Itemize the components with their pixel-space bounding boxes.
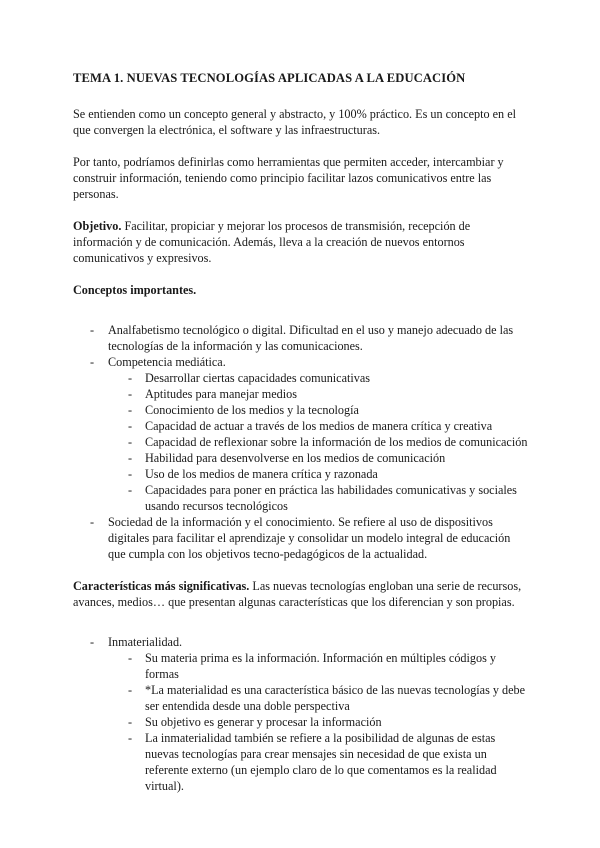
sub-list-item: - *La materialidad es una característica básico de las nuevas tecnologías y debe ser entendida desde una doble perspectiva — [108, 682, 528, 714]
list-item — [73, 322, 528, 354]
document-page — [73, 70, 528, 810]
caracteristicas-label: Características más significativas. — [73, 579, 250, 593]
sub-list-item: - Habilidad para desenvolverse en los medios de comunicación — [108, 450, 528, 466]
sub-list-item: - Capacidades para poner en práctica las habilidades comunicativas y sociales usando recursos tecnológicos — [108, 482, 528, 514]
intro-paragraph-1: Se entienden como un concepto general y abstracto, y 100% práctico. Es un concepto en el que convergen la electrónica, el software y las infraestructuras. — [73, 107, 516, 137]
page-title: TEMA 1. NUEVAS TECNOLOGÍAS APLICADAS A LA EDUCACIÓN — [73, 71, 466, 85]
list-item — [73, 354, 528, 514]
list-item — [73, 634, 528, 794]
objetivo-label: Objetivo. — [73, 219, 122, 233]
sub-list-item: - Aptitudes para manejar medios — [108, 386, 528, 402]
competencia-sublist — [108, 370, 528, 514]
sub-list-item: - La inmaterialidad también se refiere a la posibilidad de algunas de estas nuevas tecnologías para crear mensajes sin necesidad de que exista un referente externo (un ejemplo claro de lo que comentamos es la realidad virtual). — [108, 730, 528, 794]
list-item-text: Competencia mediática. — [108, 355, 226, 369]
caracteristicas-list — [73, 634, 528, 794]
sub-list-item: - Su objetivo es generar y procesar la información — [108, 714, 528, 730]
sub-list-item: - Conocimiento de los medios y la tecnología — [108, 402, 528, 418]
sub-list-item: - Uso de los medios de manera crítica y razonada — [108, 466, 528, 482]
inmaterialidad-sublist — [108, 650, 528, 794]
list-item — [73, 514, 528, 562]
intro-paragraph-2: Por tanto, podríamos definirlas como herramientas que permiten acceder, intercambiar y construir información, teniendo como principio facilitar lazos comunicativos entre las personas. — [73, 155, 504, 201]
sub-list-item: - Desarrollar ciertas capacidades comunicativas — [108, 370, 528, 386]
list-item-text: Inmaterialidad. — [108, 635, 183, 649]
sub-list-item: - Su materia prima es la información. Información en múltiples códigos y formas — [108, 650, 528, 682]
sub-list-item: - Capacidad de actuar a través de los medios de manera crítica y creativa — [108, 418, 528, 434]
conceptos-list — [73, 322, 528, 562]
conceptos-heading: Conceptos importantes. — [73, 283, 197, 297]
list-item-text: Analfabetismo tecnológico o digital. Dificultad en el uso y manejo adecuado de las tecnologías de la información y las comunicaciones. — [108, 323, 514, 353]
caracteristicas-text: Las nuevas tecnologías engloban una serie de recursos, avances, medios… que presentan algunas características que los diferencian y son propias. — [73, 579, 522, 609]
sub-list-item: - Capacidad de reflexionar sobre la información de los medios de comunicación — [108, 434, 528, 450]
objetivo-paragraph — [73, 218, 528, 266]
objetivo-text: Facilitar, propiciar y mejorar los procesos de transmisión, recepción de información y de comunicación. Además, lleva a la creación de nuevos entornos comunicativos y expresivos. — [73, 219, 471, 265]
caracteristicas-paragraph — [73, 578, 528, 610]
list-item-text: Sociedad de la información y el conocimiento. Se refiere al uso de dispositivos digitales para facilitar el aprendizaje y consolidar un modelo integral de educación que cumpla con los objetivos tecno-pedagógicos de la actualidad. — [108, 515, 511, 561]
